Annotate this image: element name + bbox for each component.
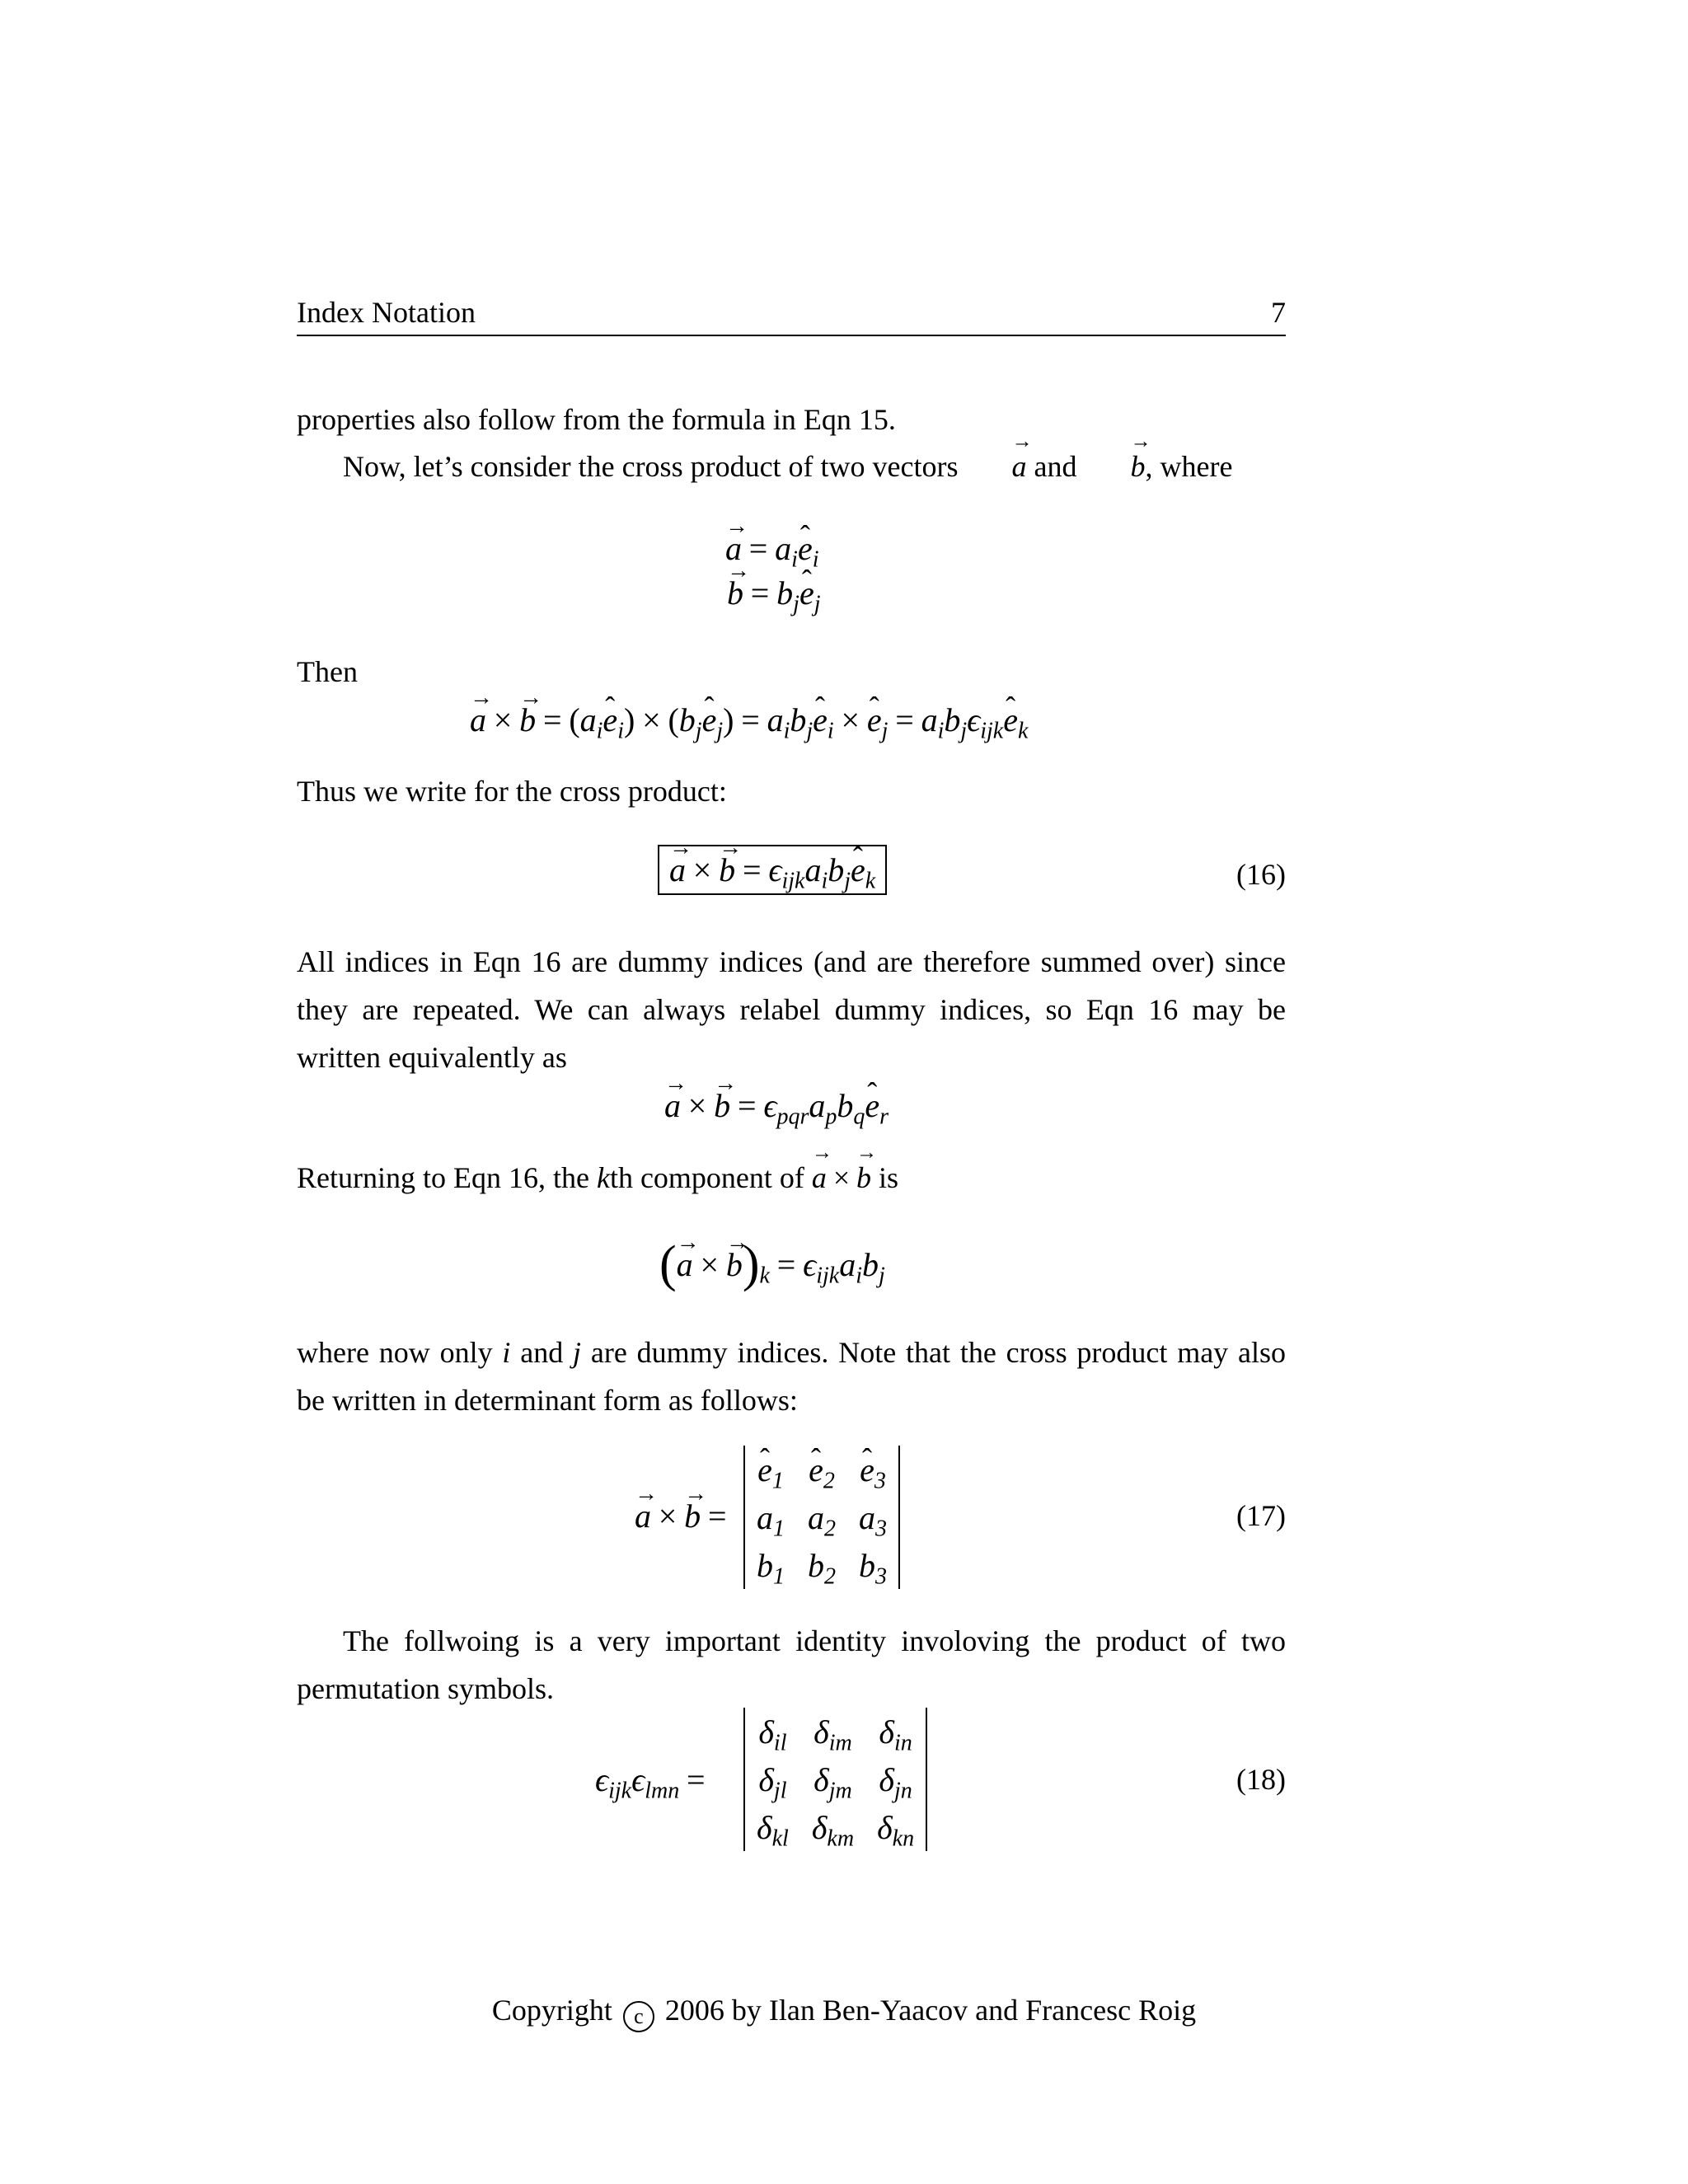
equation-17-lhs: a → × b → =	[635, 1495, 734, 1538]
equation-16-boxed: a → × b → = $\epsilon_{ijk}a_ib_je$ ˆ$_k$	[658, 849, 887, 892]
equation-number-17: (17)	[1236, 1499, 1286, 1532]
equation-number-18: (18)	[1236, 1763, 1286, 1796]
equation-relabeled: a → × b → = $\epsilon_{pqr}a_pb_qe$ ˆ$_r$	[664, 1085, 889, 1127]
equation-18-lhs: $\epsilon_{ijk}\epsilon_{lmn}$ =	[595, 1761, 706, 1804]
paragraph-kth-component: Returning to Eqn 16, the kth component of a → × b → is	[297, 1154, 1286, 1202]
paragraph-properties: properties also follow from the formula in Eqn 15.	[297, 403, 896, 436]
equation-number-16: (16)	[1236, 858, 1286, 891]
paragraph-then: Then	[297, 655, 358, 688]
determinant-17: e ˆ$_1$ e ˆ$_2$ e ˆ$_3$ $a_1$ $a_2$ $a_3$ $b_1$ $b_2$ $b_3$	[743, 1446, 900, 1589]
equation-a-def: a → = $a_ie$ ˆ$_i$	[725, 527, 818, 570]
paragraph-dummy-indices: All indices in Eqn 16 are dummy indices (and are therefore summed over) since they are repeated. We can always relabel dummy indices, so Eqn 16 may be written equivalently as	[297, 945, 1286, 1074]
equation-b-def: b → = $b_je$ ˆ$_j$	[727, 572, 820, 615]
paragraph-thus: Thus we write for the cross product:	[297, 775, 727, 808]
copyright-footer: Copyright c 2006 by Ilan Ben-Yaacov and Francesc Roig	[0, 1993, 1688, 2032]
equation-cross-expansion: a → × b → = ($a_ie$ ˆ$_i$) × ($b_je$ ˆ$_j$) = $a_ib_je$ ˆ$_i$ × e ˆ$_j$ = $a_ib_j\epsilon_{ijk}e$ ˆ$_k$	[470, 699, 1028, 742]
running-header	[297, 293, 1286, 336]
paragraph-permutation-identity: The follwoing is a very important identity involoving the product of two permutation symbols.	[297, 1624, 1286, 1705]
determinant-18: $\delta_{il}$ $\delta_{im}$ $\delta_{in}$ $\delta_{jl}$ $\delta_{jm}$ $\delta_{jn}$ $\delta_{kl}$ $\delta_{km}$ $\delta_{kn}$	[743, 1708, 927, 1851]
header-title: Index Notation	[297, 296, 476, 329]
equation-kth-component: (a → × $b \to)_k = \epsilon_{ijk}a_ib_j$	[659, 1243, 885, 1286]
paragraph-determinant-intro: where now only i and j are dummy indices. Note that the cross product may also be written in determinant form as follows:	[297, 1336, 1286, 1417]
copyright-symbol: c	[623, 2001, 654, 2032]
paragraph-cross-product-intro: Now, let’s consider the cross product of two vectors a → and b →, where	[297, 443, 1286, 490]
page-number: 7	[1271, 296, 1286, 329]
